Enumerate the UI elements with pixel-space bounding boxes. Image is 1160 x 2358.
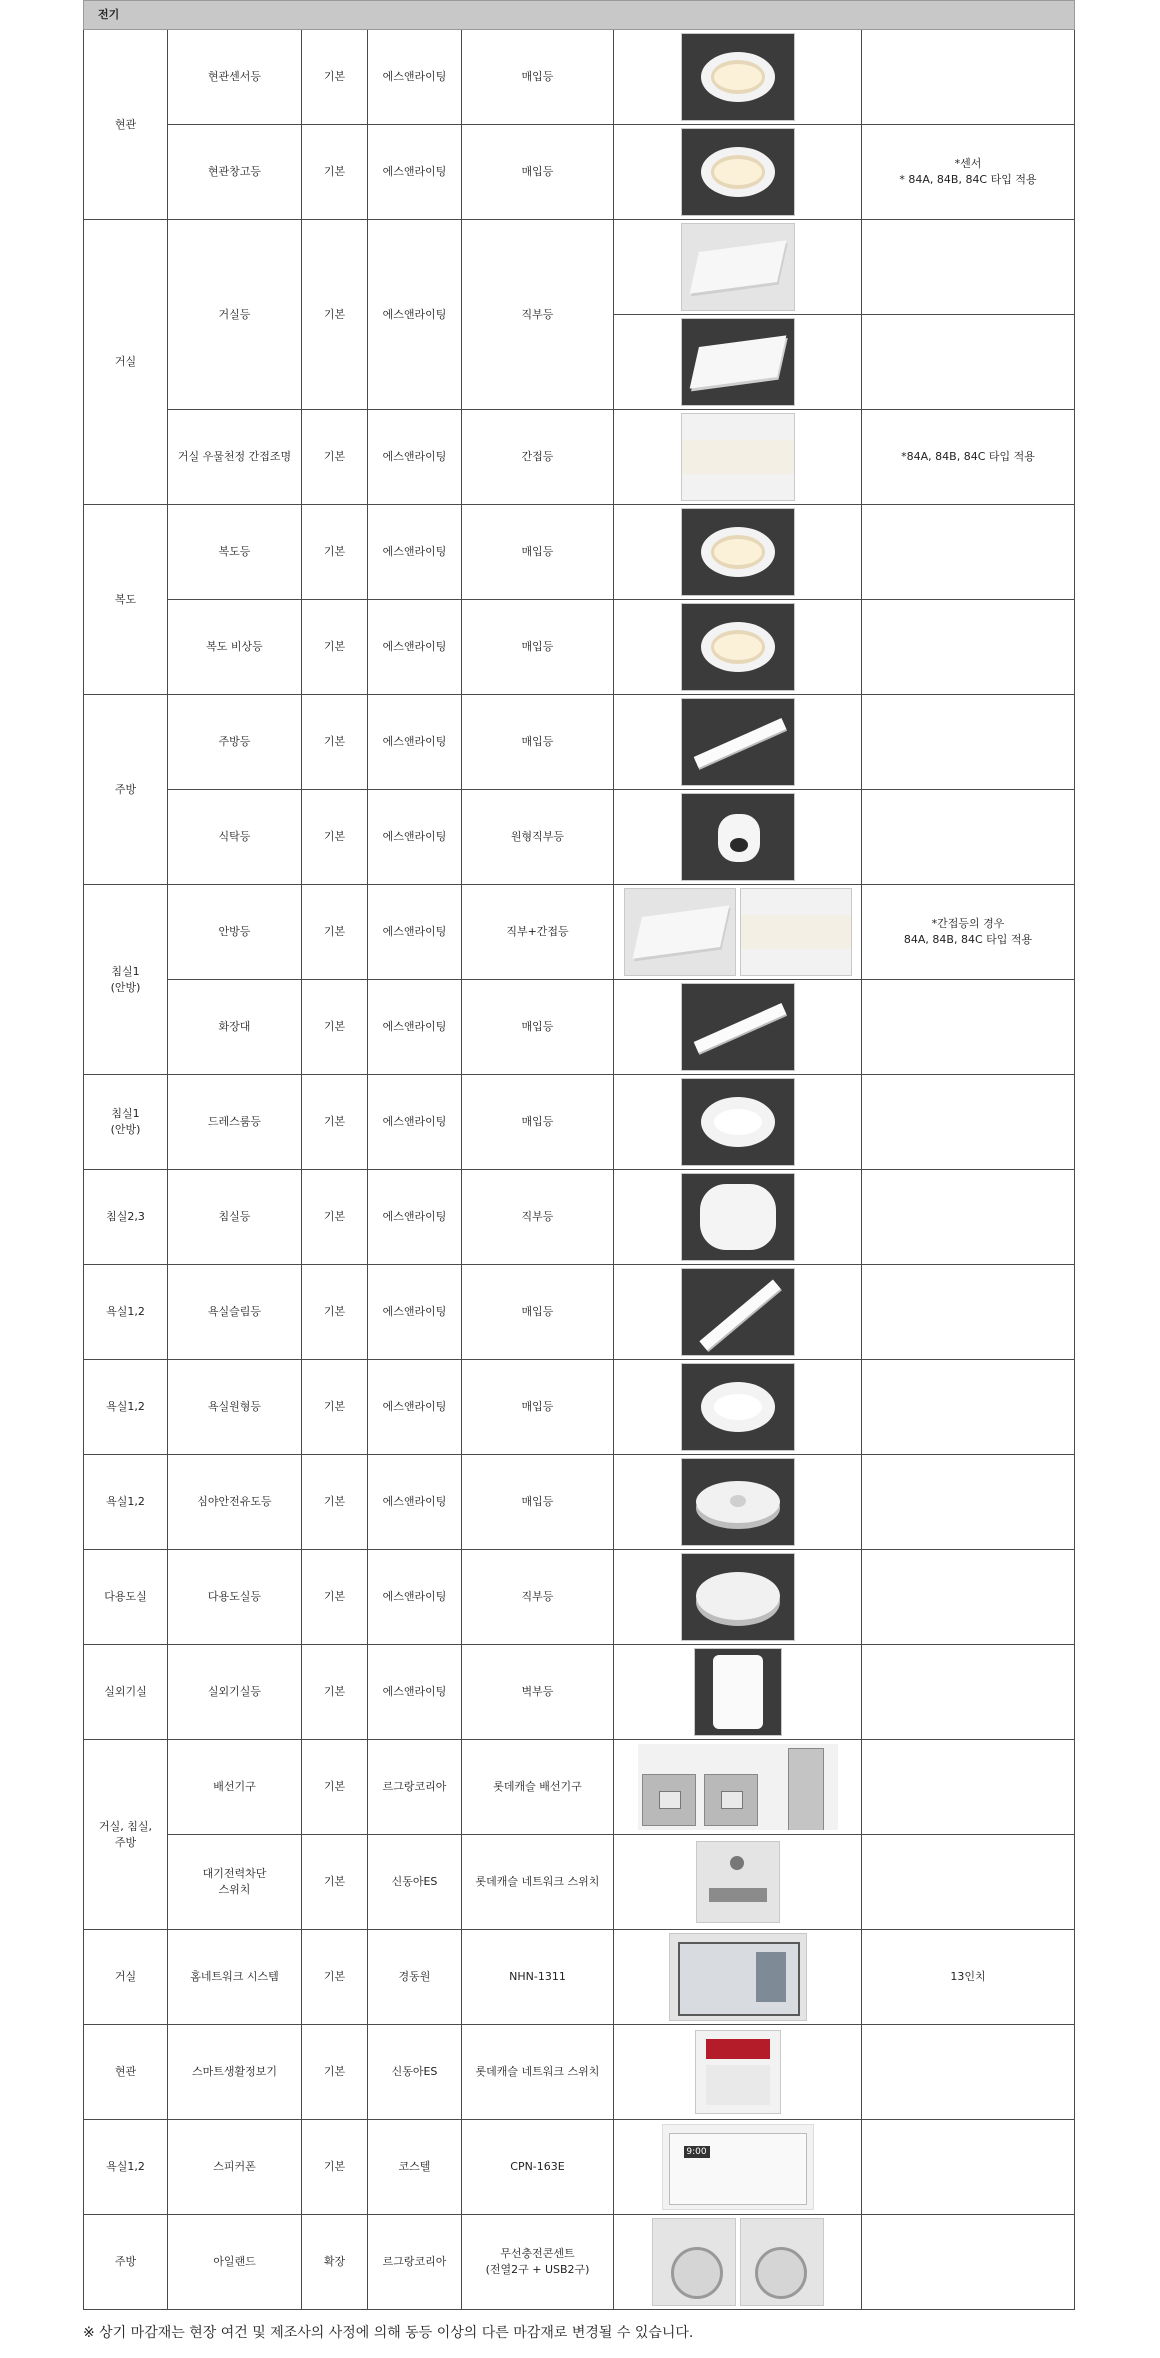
grade-cell: 기본 <box>302 2025 368 2120</box>
grade-cell: 기본 <box>302 600 368 695</box>
square-ceiling-light-photo <box>624 888 736 976</box>
remark-cell <box>862 30 1075 125</box>
remark-cell <box>862 1170 1075 1265</box>
maker-cell: 에스앤라이팅 <box>368 1550 462 1645</box>
table-row <box>84 1170 1075 1265</box>
spec-cell: 매입등 <box>462 125 614 220</box>
table-row <box>84 1455 1075 1550</box>
remark-cell <box>862 2025 1075 2120</box>
table-row <box>84 1645 1075 1740</box>
image-cell <box>614 695 862 790</box>
grade-cell: 기본 <box>302 980 368 1075</box>
linear-light-photo <box>681 983 795 1071</box>
maker-cell: 에스앤라이팅 <box>368 885 462 980</box>
remark-cell <box>862 695 1075 790</box>
room-cell: 거실 <box>84 220 168 505</box>
table-row <box>84 980 1075 1075</box>
remark-cell <box>862 505 1075 600</box>
remark-cell <box>862 1360 1075 1455</box>
maker-cell: 코스텔 <box>368 2120 462 2215</box>
remark-cell <box>862 1835 1075 1930</box>
downlight-photo <box>681 508 795 596</box>
spec-cell: 매입등 <box>462 505 614 600</box>
grade-cell: 기본 <box>302 1550 368 1645</box>
spec-cell: 매입등 <box>462 695 614 790</box>
remark-cell <box>862 220 1075 315</box>
grade-cell: 기본 <box>302 1265 368 1360</box>
item-cell: 스피커폰 <box>168 2120 302 2215</box>
table-row <box>84 410 1075 505</box>
grade-cell: 기본 <box>302 2120 368 2215</box>
spec-cell: 매입등 <box>462 600 614 695</box>
maker-cell: 신동아ES <box>368 2025 462 2120</box>
item-cell: 현관창고등 <box>168 125 302 220</box>
remark-cell <box>862 600 1075 695</box>
grade-cell: 기본 <box>302 410 368 505</box>
maker-cell: 에스앤라이팅 <box>368 1455 462 1550</box>
spec-cell: 매입등 <box>462 980 614 1075</box>
room-cell: 거실 <box>84 1930 168 2025</box>
maker-cell: 에스앤라이팅 <box>368 695 462 790</box>
room-cell: 주방 <box>84 2215 168 2310</box>
table-row <box>84 1265 1075 1360</box>
maker-cell: 에스앤라이팅 <box>368 1170 462 1265</box>
spec-cell: 롯데캐슬 네트워크 스위치 <box>462 2025 614 2120</box>
round-downlight-photo <box>681 1078 795 1166</box>
spec-cell: 매입등 <box>462 1075 614 1170</box>
section-header-row <box>84 1 1075 30</box>
round-downlight-photo <box>681 1363 795 1451</box>
table-row <box>84 2025 1075 2120</box>
item-cell: 복도 비상등 <box>168 600 302 695</box>
spec-cell: 직부+간접등 <box>462 885 614 980</box>
remark-cell <box>862 315 1075 410</box>
remark-cell: *84A, 84B, 84C 타입 적용 <box>862 410 1075 505</box>
image-cell <box>614 1455 862 1550</box>
image-cell <box>614 1645 862 1740</box>
room-cell: 욕실1,2 <box>84 2120 168 2215</box>
remark-cell <box>862 1740 1075 1835</box>
table-row <box>84 885 1075 980</box>
table-row <box>84 1075 1075 1170</box>
maker-cell: 에스앤라이팅 <box>368 125 462 220</box>
item-cell: 대기전력차단 스위치 <box>168 1835 302 1930</box>
image-cell <box>614 1835 862 1930</box>
room-cell: 실외기실 <box>84 1645 168 1740</box>
image-cell <box>614 1170 862 1265</box>
maker-cell: 신동아ES <box>368 1835 462 1930</box>
image-cell <box>614 885 862 980</box>
image-cell <box>614 410 862 505</box>
item-cell: 안방등 <box>168 885 302 980</box>
table-row <box>84 790 1075 885</box>
item-cell: 스마트생활정보기 <box>168 2025 302 2120</box>
room-cell: 침실1 (안방) <box>84 885 168 1075</box>
wireless-charger-photo <box>652 2218 736 2306</box>
image-cell <box>614 220 862 315</box>
round-ceiling-light-photo <box>681 1553 795 1641</box>
item-cell: 침실등 <box>168 1170 302 1265</box>
remark-cell: 13인치 <box>862 1930 1075 2025</box>
item-cell: 다용도실등 <box>168 1550 302 1645</box>
table-row <box>84 2120 1075 2215</box>
item-cell: 현관센서등 <box>168 30 302 125</box>
maker-cell: 르그랑코리아 <box>368 1740 462 1835</box>
guide-light-photo <box>681 1458 795 1546</box>
table-row <box>84 1835 1075 1930</box>
grade-cell: 기본 <box>302 30 368 125</box>
grade-cell: 기본 <box>302 695 368 790</box>
item-cell: 욕실슬림등 <box>168 1265 302 1360</box>
indirect-light-photo <box>681 413 795 501</box>
room-cell: 현관 <box>84 30 168 220</box>
table-row <box>84 695 1075 790</box>
item-cell: 배선기구 <box>168 1740 302 1835</box>
item-cell: 복도등 <box>168 505 302 600</box>
item-cell: 실외기실등 <box>168 1645 302 1740</box>
table-row <box>84 125 1075 220</box>
image-cell <box>614 1930 862 2025</box>
maker-cell: 에스앤라이팅 <box>368 220 462 410</box>
slim-light-photo <box>681 1268 795 1356</box>
item-cell: 드레스룸등 <box>168 1075 302 1170</box>
maker-cell: 경동원 <box>368 1930 462 2025</box>
room-cell: 침실2,3 <box>84 1170 168 1265</box>
remark-cell <box>862 980 1075 1075</box>
spotlight-photo <box>681 793 795 881</box>
table-row <box>84 2215 1075 2310</box>
spec-cell: 직부등 <box>462 220 614 410</box>
room-cell: 욕실1,2 <box>84 1360 168 1455</box>
remark-cell: *간접등의 경우 84A, 84B, 84C 타입 적용 <box>862 885 1075 980</box>
table-row <box>84 1360 1075 1455</box>
spec-cell: 직부등 <box>462 1550 614 1645</box>
maker-cell: 에스앤라이팅 <box>368 980 462 1075</box>
room-cell: 욕실1,2 <box>84 1265 168 1360</box>
square-ceiling-light-photo <box>681 223 795 311</box>
grade-cell: 기본 <box>302 885 368 980</box>
room-cell: 복도 <box>84 505 168 695</box>
intercom-clock: 9:00 <box>684 2146 710 2158</box>
spec-cell: 무선충전콘센트 (전열2구 + USB2구) <box>462 2215 614 2310</box>
grade-cell: 기본 <box>302 1835 368 1930</box>
maker-cell: 르그랑코리아 <box>368 2215 462 2310</box>
grade-cell: 기본 <box>302 1645 368 1740</box>
indirect-light-photo <box>740 888 852 976</box>
remark-cell <box>862 1645 1075 1740</box>
image-cell <box>614 2025 862 2120</box>
image-cell <box>614 1360 862 1455</box>
image-cell <box>614 30 862 125</box>
room-cell: 욕실1,2 <box>84 1455 168 1550</box>
spec-cell: CPN-163E <box>462 2120 614 2215</box>
grade-cell: 기본 <box>302 125 368 220</box>
smart-info-panel-photo <box>695 2030 781 2114</box>
grade-cell: 기본 <box>302 1455 368 1550</box>
item-cell: 거실등 <box>168 220 302 410</box>
downlight-photo <box>681 603 795 691</box>
remark-cell <box>862 2120 1075 2215</box>
table-row <box>84 1740 1075 1835</box>
table-row <box>84 1930 1075 2025</box>
item-cell: 심야안전유도등 <box>168 1455 302 1550</box>
remark-cell <box>862 790 1075 885</box>
table-row <box>84 505 1075 600</box>
image-cell <box>614 2120 862 2215</box>
wall-light-photo <box>694 1648 782 1736</box>
maker-cell: 에스앤라이팅 <box>368 790 462 885</box>
remark-cell: *센서 * 84A, 84B, 84C 타입 적용 <box>862 125 1075 220</box>
standby-power-switch-photo <box>696 1841 780 1923</box>
room-cell: 현관 <box>84 2025 168 2120</box>
item-cell: 식탁등 <box>168 790 302 885</box>
spec-table-wrapper <box>83 0 1074 2310</box>
item-cell: 아일랜드 <box>168 2215 302 2310</box>
spec-cell: 간접등 <box>462 410 614 505</box>
grade-cell: 기본 <box>302 505 368 600</box>
item-cell: 거실 우물천정 간접조명 <box>168 410 302 505</box>
item-cell: 홈네트워크 시스템 <box>168 1930 302 2025</box>
maker-cell: 에스앤라이팅 <box>368 505 462 600</box>
item-cell: 욕실원형등 <box>168 1360 302 1455</box>
maker-cell: 에스앤라이팅 <box>368 1360 462 1455</box>
remark-cell <box>862 1265 1075 1360</box>
wiring-switches-photo <box>637 1743 839 1831</box>
grade-cell: 기본 <box>302 1075 368 1170</box>
item-cell: 주방등 <box>168 695 302 790</box>
rect-ceiling-light-photo <box>681 318 795 406</box>
image-cell <box>614 1265 862 1360</box>
grade-cell: 기본 <box>302 220 368 410</box>
image-cell <box>614 125 862 220</box>
linear-light-photo <box>681 698 795 786</box>
footnote: ※ 상기 마감재는 현장 여건 및 제조사의 사정에 의해 동등 이상의 다른 마감재로 변경될 수 있습니다. <box>83 2325 694 2341</box>
spec-cell: 롯데캐슬 배선기구 <box>462 1740 614 1835</box>
grade-cell: 기본 <box>302 1930 368 2025</box>
remark-cell <box>862 1550 1075 1645</box>
downlight-photo <box>681 33 795 121</box>
grade-cell: 확장 <box>302 2215 368 2310</box>
image-cell <box>614 980 862 1075</box>
section-title: 전기 <box>84 1 1075 30</box>
image-cell <box>614 315 862 410</box>
table-row <box>84 220 1075 315</box>
room-cell: 거실, 침실, 주방 <box>84 1740 168 1930</box>
remark-cell <box>862 2215 1075 2310</box>
spec-cell: 매입등 <box>462 1360 614 1455</box>
spec-cell: 매입등 <box>462 30 614 125</box>
room-cell: 다용도실 <box>84 1550 168 1645</box>
room-cell: 침실1 (안방) <box>84 1075 168 1170</box>
maker-cell: 에스앤라이팅 <box>368 1265 462 1360</box>
spec-cell: 매입등 <box>462 1265 614 1360</box>
grade-cell: 기본 <box>302 1170 368 1265</box>
grade-cell: 기본 <box>302 790 368 885</box>
spec-cell: 매입등 <box>462 1455 614 1550</box>
spec-cell: 직부등 <box>462 1170 614 1265</box>
spec-cell: 롯데캐슬 네트워크 스위치 <box>462 1835 614 1930</box>
spec-cell: 원형직부등 <box>462 790 614 885</box>
image-cell <box>614 1550 862 1645</box>
remark-cell <box>862 1075 1075 1170</box>
maker-cell: 에스앤라이팅 <box>368 600 462 695</box>
image-cell <box>614 790 862 885</box>
downlight-photo <box>681 128 795 216</box>
image-cell <box>614 1075 862 1170</box>
ceiling-light-photo <box>681 1173 795 1261</box>
maker-cell: 에스앤라이팅 <box>368 1645 462 1740</box>
table-row <box>84 1550 1075 1645</box>
grade-cell: 기본 <box>302 1360 368 1455</box>
spec-cell: 벽부등 <box>462 1645 614 1740</box>
image-cell <box>614 2215 862 2310</box>
maker-cell: 에스앤라이팅 <box>368 30 462 125</box>
table-row <box>84 30 1075 125</box>
maker-cell: 에스앤라이팅 <box>368 410 462 505</box>
image-cell <box>614 600 862 695</box>
maker-cell: 에스앤라이팅 <box>368 1075 462 1170</box>
electrical-spec-table <box>83 0 1075 2310</box>
room-cell: 주방 <box>84 695 168 885</box>
outlet-photo <box>740 2218 824 2306</box>
image-cell <box>614 1740 862 1835</box>
item-cell: 화장대 <box>168 980 302 1075</box>
spec-cell: NHN-1311 <box>462 1930 614 2025</box>
remark-cell <box>862 1455 1075 1550</box>
table-row <box>84 600 1075 695</box>
speakerphone-photo <box>662 2124 814 2210</box>
home-network-panel-photo <box>669 1933 807 2021</box>
image-cell <box>614 505 862 600</box>
grade-cell: 기본 <box>302 1740 368 1835</box>
